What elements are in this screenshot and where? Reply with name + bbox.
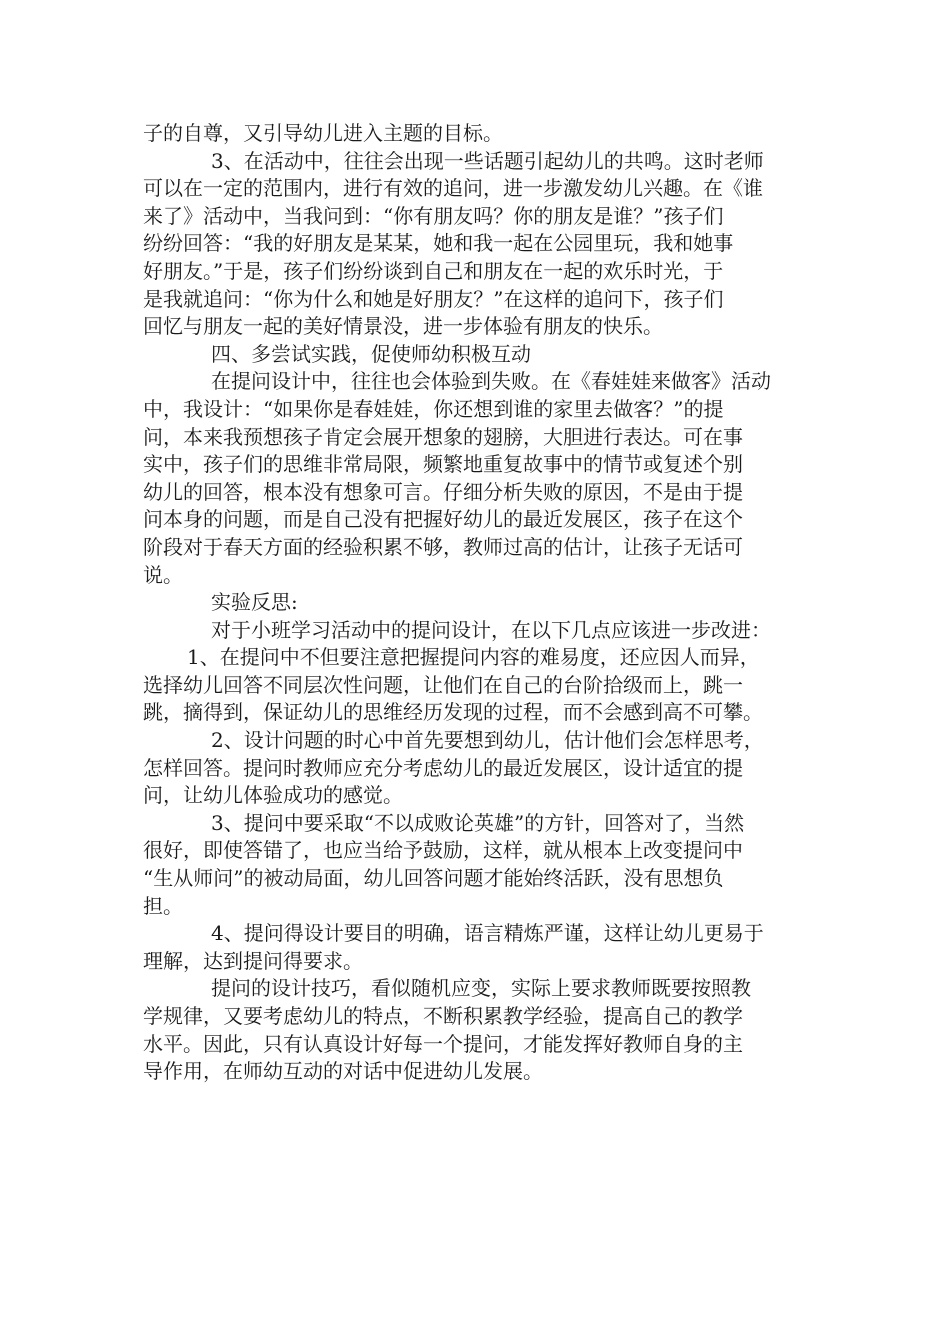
paragraph-line: 在提问设计中，往往也会体验到失败。在《春娃娃来做客》活动 — [211, 369, 771, 394]
paragraph-line: 问，让幼儿体验成功的感觉。 — [143, 783, 403, 808]
paragraph-line: 对于小班学习活动中的提问设计，在以下几点应该进一步改进： — [211, 617, 771, 642]
paragraph-line: 说。 — [143, 562, 183, 587]
paragraph-line: 学规律，又要考虑幼儿的特点，不断积累教学经验，提高自己的教学 — [143, 1004, 743, 1028]
paragraph-line: 问，本来我预想孩子肯定会展开想象的翅膀，大胆进行表达。可在事 — [143, 424, 743, 449]
paragraph-line: 3、在活动中，往往会出现一些话题引起幼儿的共鸣。这时老师 — [211, 148, 764, 173]
paragraph-line: 跳，摘得到，保证幼儿的思维经历发现的过程，而不会感到高不可攀。 — [143, 700, 763, 725]
paragraph-line: 子的自尊，又引导幼儿进入主题的目标。 — [143, 121, 503, 145]
paragraph-line: 理解，达到提问得要求。 — [143, 948, 363, 973]
document-body — [143, 120, 811, 1086]
paragraph-line: 纷纷回答：“我的好朋友是某某，她和我一起在公园里玩，我和她事 — [143, 231, 734, 256]
paragraph-line: 导作用，在师幼互动的对话中促进幼儿发展。 — [143, 1059, 543, 1084]
paragraph-line: 2、设计问题的时心中首先要想到幼儿，估计他们会怎样思考， — [211, 728, 764, 753]
paragraph-line: 4、提问得设计要目的明确，语言精炼严谨，这样让幼儿更易于 — [211, 921, 764, 946]
paragraph-line: “生从师问”的被动局面，幼儿回答问题才能始终活跃，没有思想负 — [143, 866, 724, 891]
paragraph-line: 选择幼儿回答不同层次性问题，让他们在自己的台阶拾级而上，跳一 — [143, 672, 743, 697]
paragraph-line: 来了》活动中，当我问到：“你有朋友吗？你的朋友是谁？”孩子们 — [143, 203, 724, 228]
paragraph-line: 是我就追问：“你为什么和她是好朋友？”在这样的追问下，孩子们 — [143, 286, 724, 311]
paragraph-line: 实中，孩子们的思维非常局限，频繁地重复故事中的情节或复述个别 — [143, 452, 743, 477]
paragraph-line: 3、提问中要采取“不以成败论英雄”的方针，回答对了，当然 — [211, 810, 745, 835]
paragraph-line: 怎样回答。提问时教师应充分考虑幼儿的最近发展区，设计适宜的提 — [143, 755, 743, 780]
paragraph-line: 问本身的问题，而是自己没有把握好幼儿的最近发展区，孩子在这个 — [143, 507, 743, 532]
paragraph-line: 1、在提问中不但要注意把握提问内容的难易度，还应因人而异， — [187, 645, 760, 670]
paragraph-line: 四、多尝试实践，促使师幼积极互动 — [211, 341, 531, 366]
paragraph-line: 实验反思: — [211, 590, 298, 615]
paragraph-line: 提问的设计技巧，看似随机应变，实际上要求教师既要按照教 — [211, 976, 751, 1001]
paragraph-line: 回忆与朋友一起的美好情景没，进一步体验有朋友的快乐。 — [143, 314, 663, 339]
paragraph-line: 幼儿的回答，根本没有想象可言。仔细分析失败的原因，不是由于提 — [143, 479, 743, 504]
paragraph-line: 好朋友。”于是，孩子们纷纷谈到自己和朋友在一起的欢乐时光，于 — [143, 258, 724, 283]
paragraph-line: 水平。因此，只有认真设计好每一个提问，才能发挥好教师自身的主 — [143, 1031, 743, 1056]
paragraph-line: 很好，即使答错了，也应当给予鼓励，这样，就从根本上改变提问中 — [143, 838, 743, 863]
paragraph-line: 中，我设计：“如果你是春娃娃，你还想到谁的家里去做客？”的提 — [143, 396, 724, 421]
paragraph-line: 阶段对于春天方面的经验积累不够，教师过高的估计，让孩子无话可 — [143, 534, 743, 559]
paragraph-line: 可以在一定的范围内，进行有效的追问，进一步激发幼儿兴趣。在《谁 — [143, 176, 763, 201]
paragraph-line: 担。 — [143, 893, 183, 918]
